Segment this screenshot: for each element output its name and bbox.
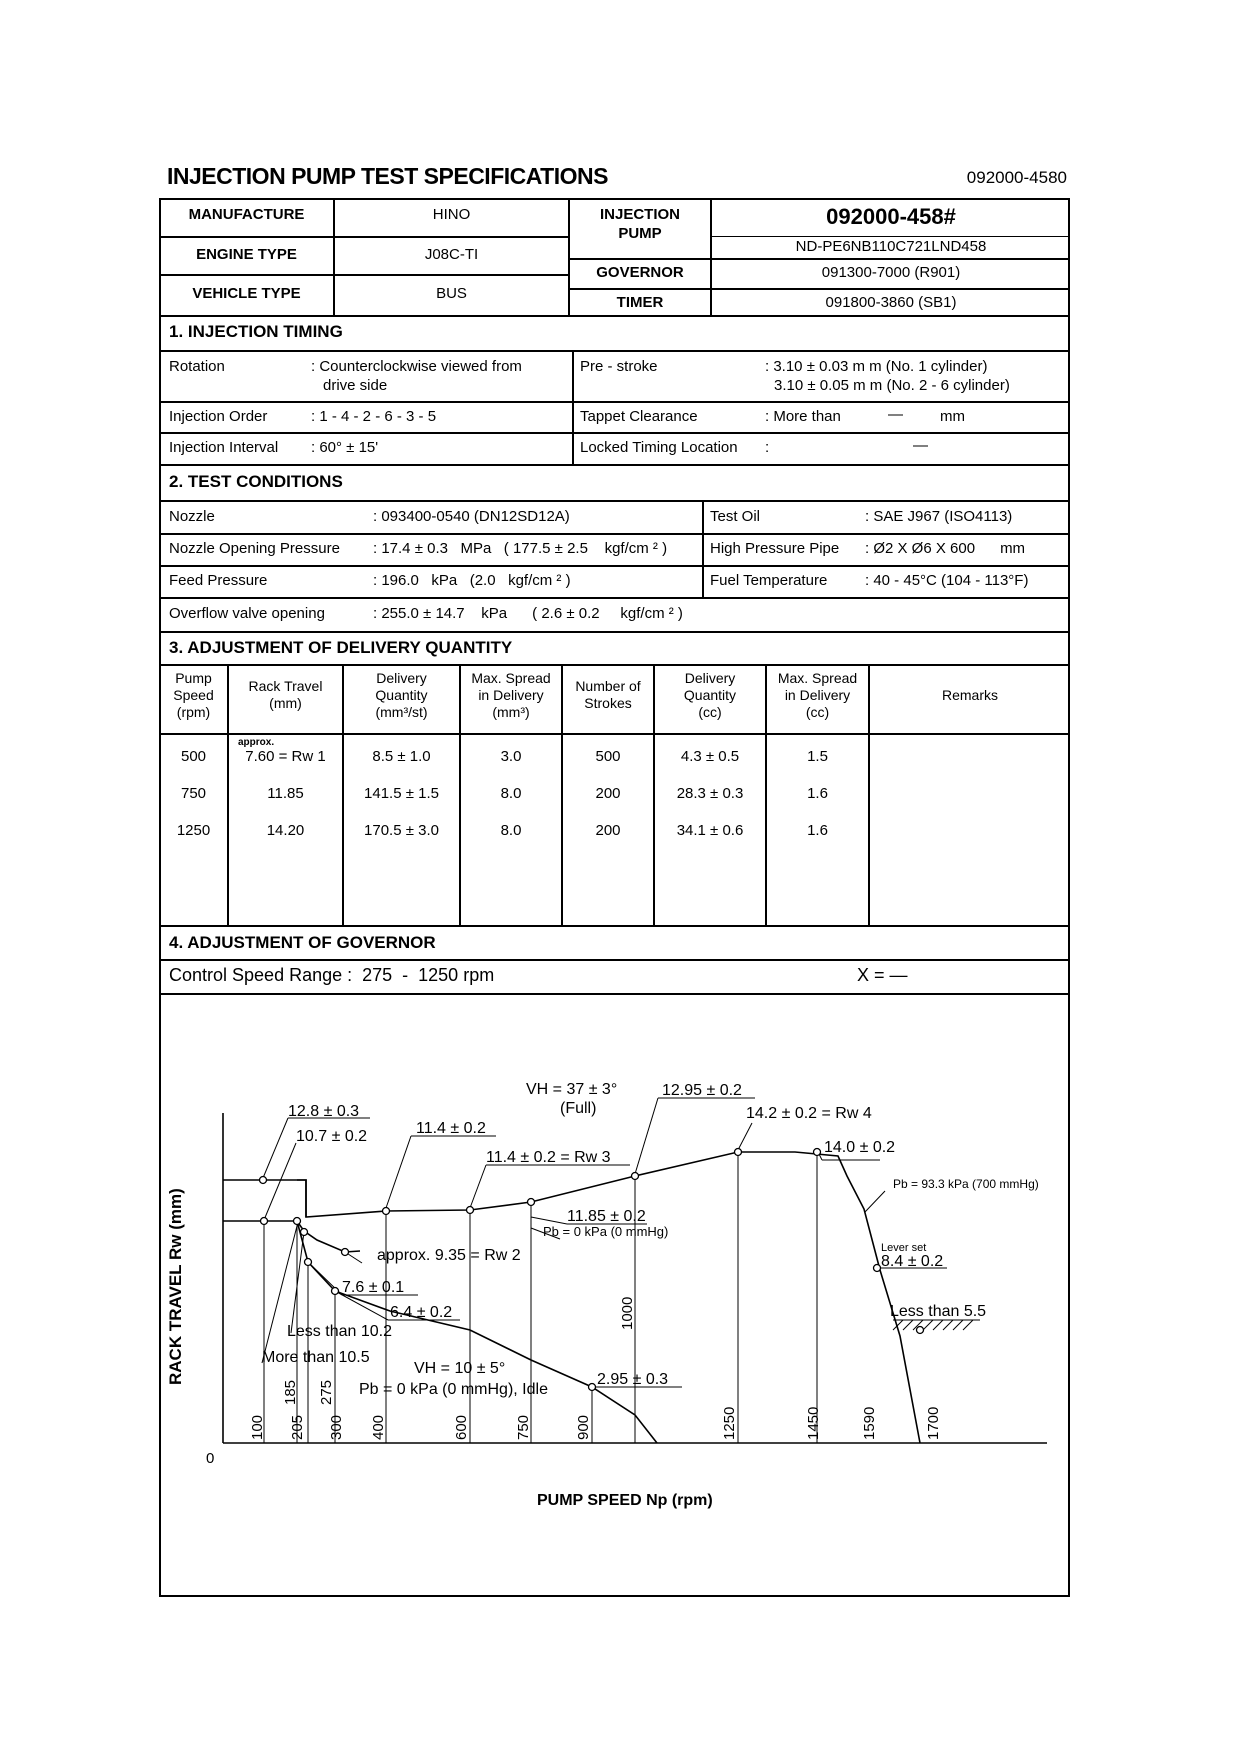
- overflow-valve-label: Overflow valve opening: [169, 605, 325, 622]
- feed-pressure-value: : 196.0 kPa (2.0 kgf/cm ² ): [373, 572, 571, 589]
- test-oil-label: Test Oil: [710, 508, 761, 525]
- annotation: 12.95 ± 0.2: [662, 1082, 742, 1099]
- tick-label: 1250: [721, 1406, 738, 1440]
- col-number-of-strokes: Number of Strokes: [575, 678, 641, 711]
- tick-label: 900: [575, 1414, 592, 1440]
- step-curve: [297, 1180, 306, 1217]
- overflow-valve-value: : 255.0 ± 14.7 kPa ( 2.6 ± 0.2 kgf/cm ² ): [373, 605, 683, 622]
- pump-number: 092000-458#: [826, 204, 956, 229]
- table-row-cell: 7.60 = Rw 1: [245, 748, 326, 765]
- timer-label: TIMER: [616, 294, 664, 311]
- point-marker: [294, 1218, 301, 1225]
- tick-label: 1450: [805, 1406, 822, 1440]
- nozzle-opening-pressure-label: Nozzle Opening Pressure: [169, 540, 340, 557]
- table-row-cell: 500: [595, 748, 621, 765]
- point-marker: [305, 1259, 312, 1266]
- col-delivery-quantity-cc: Delivery Quantity (cc): [683, 670, 737, 720]
- high-pressure-pipe-label: High Pressure Pipe: [710, 540, 840, 557]
- tick-label: 185: [282, 1379, 299, 1405]
- tappet-label: Tappet Clearance: [580, 408, 698, 425]
- point-marker: [874, 1265, 881, 1272]
- tick-label: 600: [453, 1414, 470, 1440]
- table-row-cell: 8.0: [500, 822, 522, 839]
- annotation: Lever set: [881, 1242, 927, 1254]
- col-max-spread-mm3: Max. Spread in Delivery (mm³): [471, 670, 551, 720]
- rotation-value-2: drive side: [323, 377, 388, 394]
- table-row-cell: 1250: [176, 822, 211, 839]
- col-remarks: Remarks: [941, 687, 998, 703]
- pump-model: ND-PE6NB110C721LND458: [795, 238, 987, 255]
- table-row-cell: 28.3 ± 0.3: [676, 785, 744, 802]
- engine-type-label: ENGINE TYPE: [196, 246, 297, 263]
- col-rack-travel: Rack Travel (mm): [248, 678, 323, 711]
- test-oil-value: : SAE J967 (ISO4113): [865, 508, 1013, 525]
- annotation: 11.4 ± 0.2: [416, 1120, 486, 1137]
- governor-label: GOVERNOR: [596, 264, 684, 281]
- high-pressure-pipe-value: : Ø2 X Ø6 X 600 mm: [865, 540, 1026, 557]
- locked-timing-label: Locked Timing Location: [580, 439, 738, 456]
- table-row-cell: 34.1 ± 0.6: [676, 822, 744, 839]
- annotation: 10.7 ± 0.2: [296, 1128, 368, 1145]
- annotation: VH = 37 ± 3°: [526, 1081, 618, 1098]
- tappet-value: : More than: [765, 408, 841, 425]
- tick-label: 400: [370, 1414, 387, 1440]
- locked-timing-value: —: [913, 437, 928, 454]
- point-marker: [467, 1207, 474, 1214]
- x-axis-label: PUMP SPEED Np (rpm): [537, 1492, 713, 1509]
- annotation: 14.0 ± 0.2: [824, 1139, 896, 1156]
- annotation: approx. 9.35 = Rw 2: [377, 1247, 521, 1264]
- fuel-temperature-label: Fuel Temperature: [710, 572, 828, 589]
- prestroke-value: : 3.10 ± 0.03 m m (No. 1 cylinder): [765, 358, 988, 375]
- annotation: 11.85 ± 0.2: [567, 1208, 646, 1225]
- feed-pressure-label: Feed Pressure: [169, 572, 268, 589]
- rotation-value: : Counterclockwise viewed from: [311, 358, 522, 375]
- point-marker: [917, 1327, 924, 1334]
- timer-value: 091800-3860 (SB1): [825, 294, 957, 311]
- table-row-cell: 1.6: [807, 785, 828, 802]
- tick-label: 300: [328, 1414, 345, 1440]
- annotation: Less than 5.5: [890, 1303, 987, 1320]
- injection-pump-label: INJECTION: [599, 206, 680, 223]
- x-value: X = —: [857, 965, 908, 985]
- control-speed-range: Control Speed Range : 275 - 1250 rpm: [169, 965, 495, 985]
- annotation: Pb = 0 kPa (0 mmHg), Idle: [359, 1381, 548, 1398]
- section-test-conditions: 2. TEST CONDITIONS: [169, 472, 343, 491]
- annotation: More than 10.5: [262, 1349, 370, 1366]
- table-row-cell: 170.5 ± 3.0: [364, 822, 439, 839]
- injection-order-label: Injection Order: [169, 408, 268, 425]
- point-marker: [261, 1218, 268, 1225]
- tick-label: 750: [515, 1414, 532, 1440]
- y-axis-label: RACK TRAVEL Rw (mm): [166, 1188, 185, 1385]
- governor-value: 091300-7000 (R901): [821, 264, 961, 281]
- tick-label: 1700: [925, 1406, 942, 1440]
- annotation: 7.6 ± 0.1: [342, 1279, 405, 1296]
- point-marker: [332, 1288, 339, 1295]
- engine-type-value: J08C-TI: [424, 246, 479, 263]
- col-max-spread-cc: Max. Spread in Delivery (cc): [777, 670, 858, 720]
- annotation: VH = 10 ± 5°: [414, 1360, 506, 1377]
- manufacture-value: HINO: [432, 206, 471, 223]
- tick-label: 275: [318, 1379, 335, 1405]
- document-number: 092000-4580: [966, 168, 1067, 187]
- point-marker: [342, 1249, 349, 1256]
- table-row-cell: 1.5: [807, 748, 828, 765]
- annotation: 8.4 ± 0.2: [881, 1253, 944, 1270]
- col-pump-speed: Pump Speed (rpm): [173, 670, 214, 720]
- nozzle-opening-pressure-value: : 17.4 ± 0.3 MPa ( 177.5 ± 2.5 kgf/cm ² ): [373, 540, 668, 557]
- table-row-cell: 500: [180, 748, 207, 765]
- tappet-unit: mm: [940, 408, 965, 425]
- injection-order-value: : 1 - 4 - 2 - 6 - 3 - 5: [311, 408, 437, 425]
- section-delivery-quantity: 3. ADJUSTMENT OF DELIVERY QUANTITY: [169, 638, 513, 657]
- col-delivery-quantity-mm3: Delivery Quantity (mm³/st): [375, 670, 428, 720]
- tappet-dash: —: [888, 406, 903, 423]
- injection-interval-value: : 60° ± 15': [311, 439, 379, 456]
- locked-timing-colon: :: [765, 439, 770, 456]
- rotation-label: Rotation: [169, 358, 225, 375]
- point-marker: [632, 1173, 639, 1180]
- table-row-cell: 750: [180, 785, 207, 802]
- fuel-temperature-value: : 40 - 45°C (104 - 113°F): [865, 572, 1029, 589]
- injection-pump-label-2: PUMP: [618, 225, 662, 242]
- tick-label: 205: [289, 1414, 306, 1440]
- table-row-cell: 14.20: [266, 822, 305, 839]
- tick-label: 1000: [619, 1296, 636, 1330]
- table-row-cell: 8.5 ± 1.0: [372, 748, 431, 765]
- table-row-cell: 8.0: [500, 785, 522, 802]
- tick-label: 100: [249, 1414, 266, 1440]
- origin-label: 0: [206, 1450, 215, 1467]
- prestroke-label: Pre - stroke: [580, 358, 658, 375]
- point-marker: [528, 1199, 535, 1206]
- section-injection-timing: 1. INJECTION TIMING: [169, 322, 343, 341]
- table-row-cell: 1.6: [807, 822, 828, 839]
- prestroke-value-2: 3.10 ± 0.05 m m (No. 2 - 6 cylinder): [774, 377, 1010, 394]
- point-marker: [814, 1149, 821, 1156]
- annotation: 12.8 ± 0.3: [288, 1103, 360, 1120]
- annotation: 14.2 ± 0.2 = Rw 4: [746, 1105, 872, 1122]
- vehicle-type-value: BUS: [436, 285, 467, 302]
- annotation: 11.4 ± 0.2 = Rw 3: [486, 1149, 611, 1166]
- annotation: Pb = 0 kPa (0 mmHg): [543, 1224, 669, 1239]
- vehicle-type-label: VEHICLE TYPE: [192, 285, 301, 302]
- section-governor: 4. ADJUSTMENT OF GOVERNOR: [169, 933, 436, 952]
- point-marker: [383, 1208, 390, 1215]
- table-row-cell: 3.0: [500, 748, 522, 765]
- table-row-cell: 4.3 ± 0.5: [680, 748, 740, 765]
- annotation: Pb = 93.3 kPa (700 mmHg): [893, 1177, 1039, 1191]
- annotation: (Full): [560, 1100, 597, 1117]
- table-row-cell: 141.5 ± 1.5: [364, 785, 439, 802]
- tick-label: 1590: [861, 1406, 878, 1440]
- nozzle-value: : 093400-0540 (DN12SD12A): [373, 508, 570, 525]
- injection-interval-label: Injection Interval: [169, 439, 279, 456]
- point-marker: [260, 1177, 267, 1184]
- page-title: INJECTION PUMP TEST SPECIFICATIONS: [167, 163, 608, 189]
- point-marker: [589, 1384, 596, 1391]
- nozzle-label: Nozzle: [169, 508, 215, 525]
- point-marker: [735, 1149, 742, 1156]
- table-row-cell: 200: [595, 822, 621, 839]
- annotation: 2.95 ± 0.3: [597, 1371, 669, 1388]
- approx-note: approx.: [238, 737, 275, 748]
- annotation: Less than 10.2: [287, 1323, 392, 1340]
- table-row-cell: 200: [595, 785, 621, 802]
- manufacture-label: MANUFACTURE: [188, 206, 305, 223]
- table-row-cell: 11.85: [267, 785, 304, 802]
- point-marker: [301, 1229, 308, 1236]
- annotation: 6.4 ± 0.2: [390, 1304, 453, 1321]
